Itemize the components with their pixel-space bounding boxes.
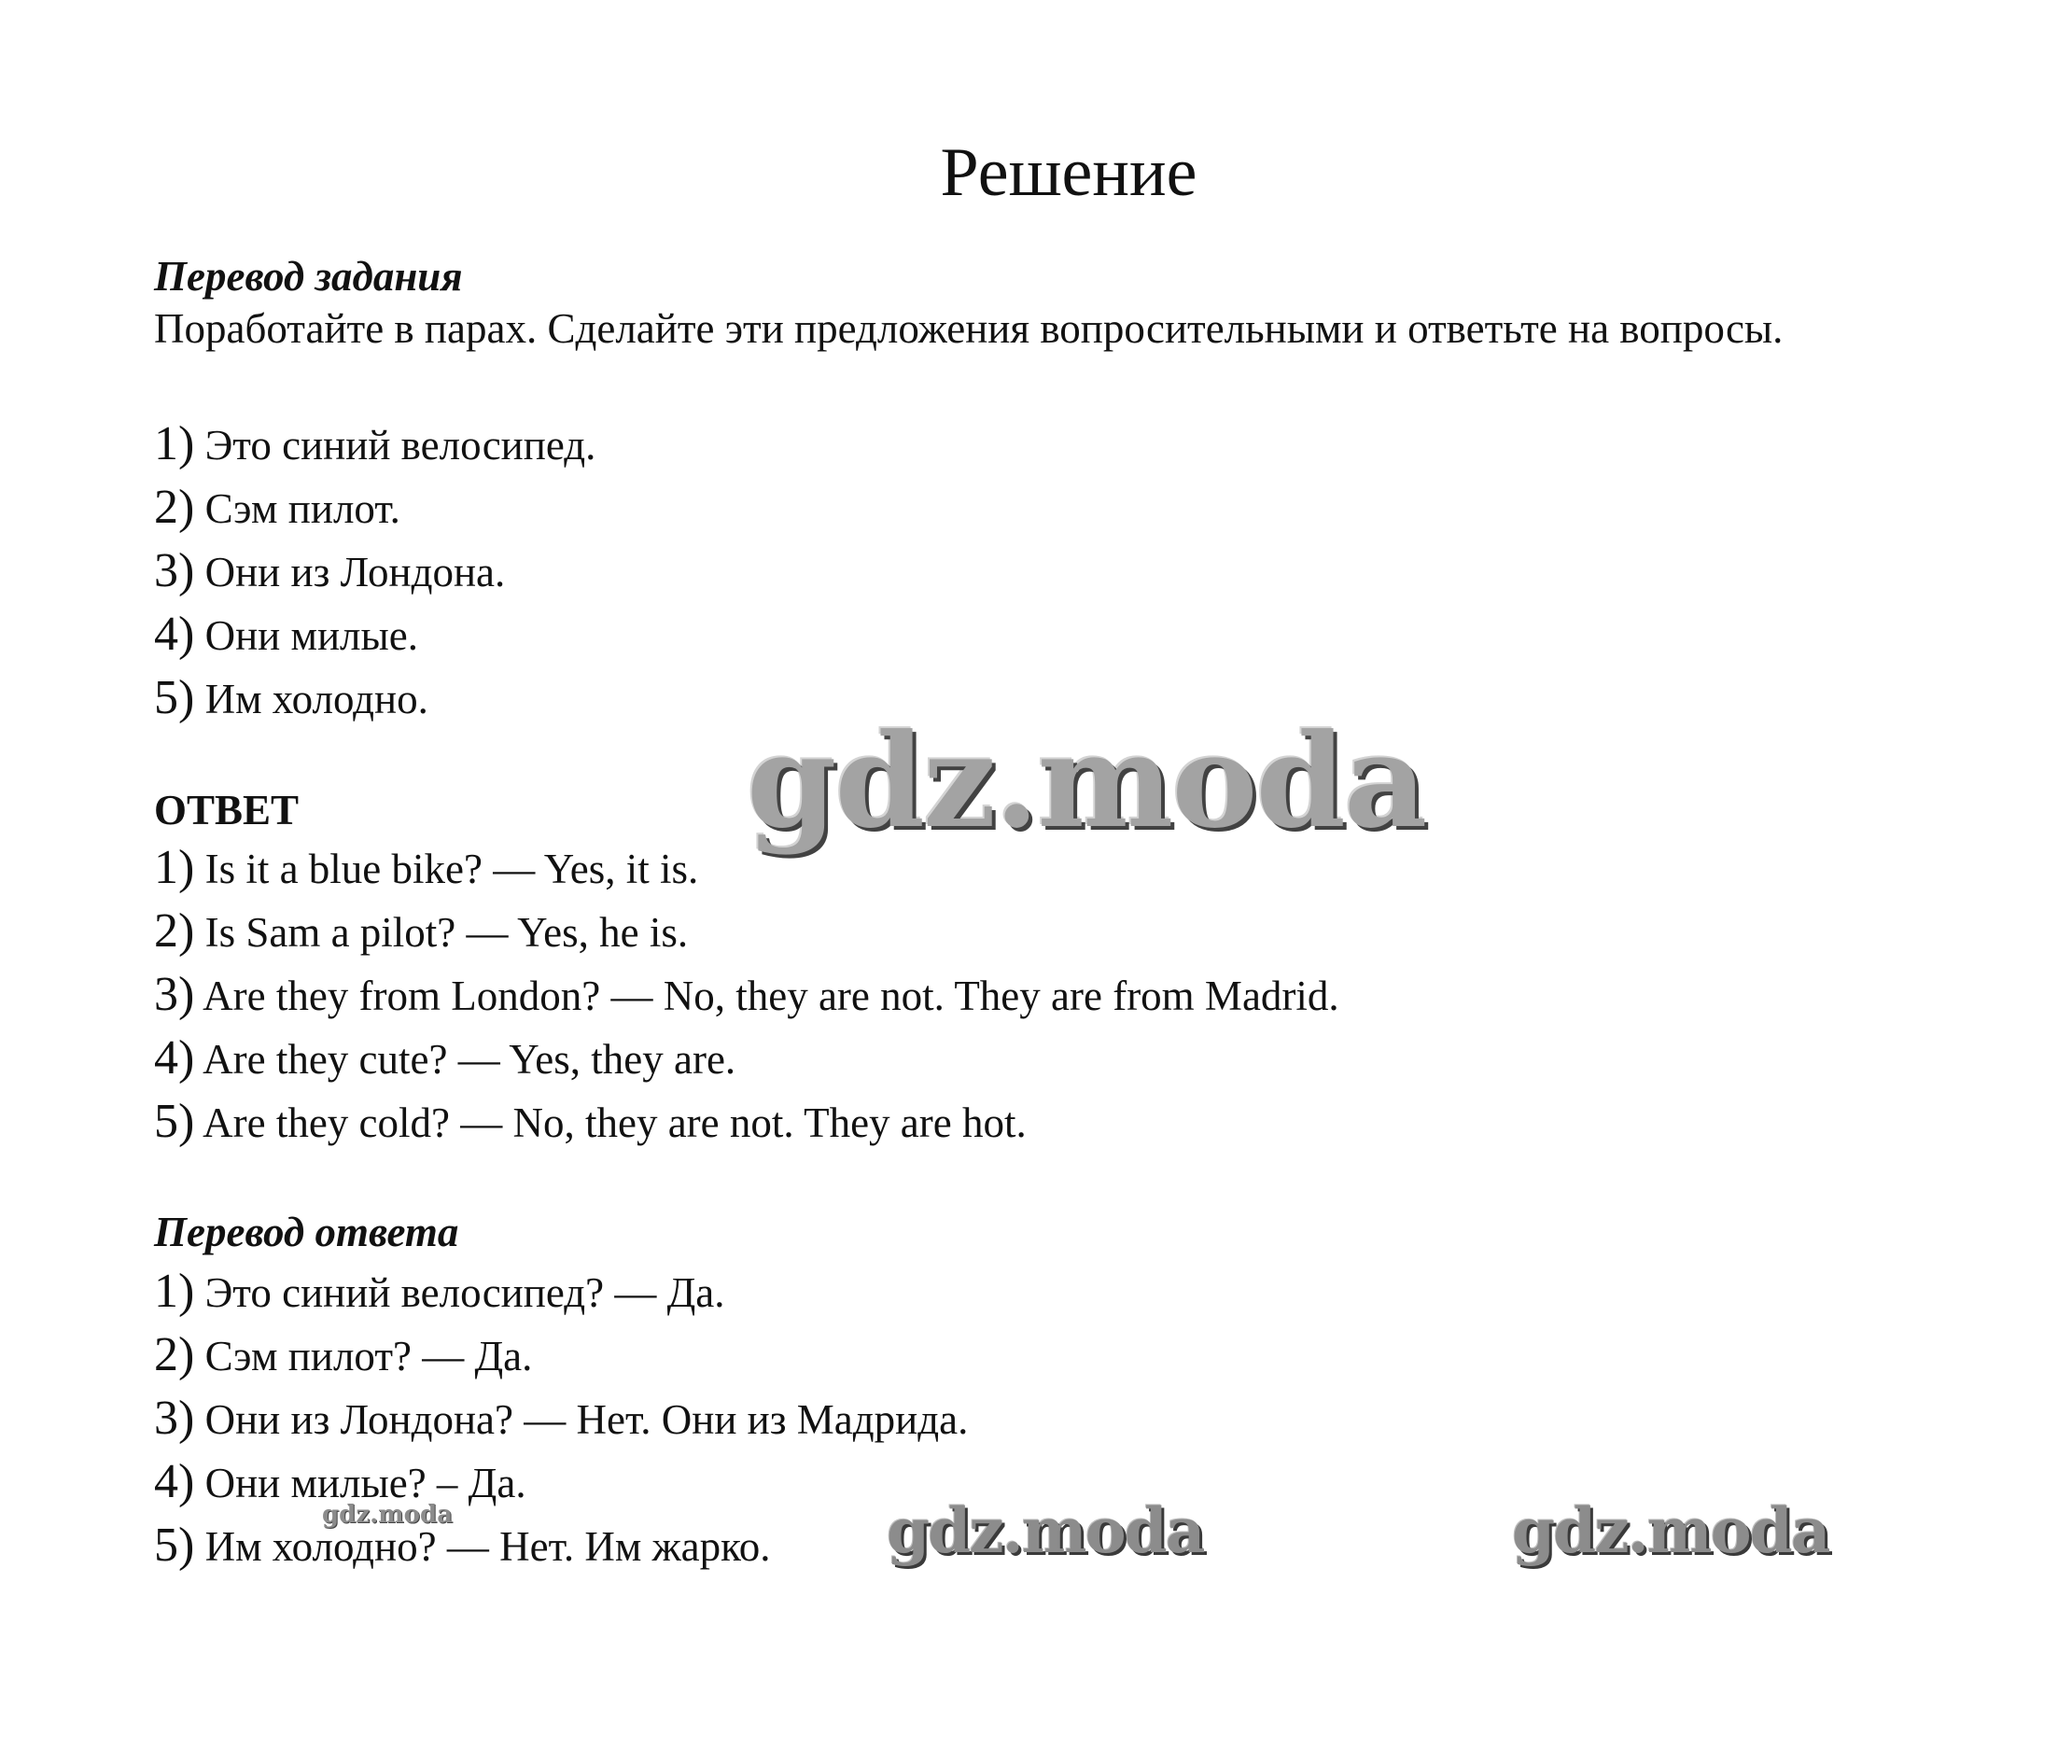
answer-item bbox=[154, 903, 688, 960]
watermark-large: gdz.moda bbox=[747, 705, 1426, 857]
task-item bbox=[154, 543, 505, 600]
task-item-text: Им холодно. bbox=[204, 676, 428, 722]
translation-item bbox=[154, 1327, 532, 1384]
answer-item-number: 1) bbox=[154, 841, 195, 894]
task-item bbox=[154, 480, 400, 537]
translation-item-number: 2) bbox=[154, 1328, 195, 1381]
answer-item-text: Are they cold? — No, they are not. They are hot. bbox=[203, 1099, 1027, 1146]
task-item bbox=[154, 607, 418, 664]
task-item-text: Сэм пилот. bbox=[204, 485, 400, 532]
translation-item bbox=[154, 1264, 725, 1321]
task-item-number: 3) bbox=[154, 544, 195, 597]
task-instruction: Поработайте в парах. Сделайте эти предложения вопросительными и ответьте на вопросы. bbox=[154, 305, 1784, 352]
task-item-number: 4) bbox=[154, 608, 195, 661]
task-item-number: 5) bbox=[154, 671, 195, 724]
answer-item bbox=[154, 967, 1339, 1024]
translation-item-text: Они из Лондона? — Нет. Они из Мадрида. bbox=[204, 1396, 969, 1443]
translation-item-number: 5) bbox=[154, 1519, 195, 1572]
answer-item bbox=[154, 840, 698, 897]
answer-item-number: 5) bbox=[154, 1095, 195, 1148]
task-item-number: 2) bbox=[154, 481, 195, 534]
translation-item-number: 3) bbox=[154, 1392, 195, 1445]
answer-item-text: Are they cute? — Yes, they are. bbox=[203, 1036, 736, 1083]
answer-translation-heading: Перевод ответа bbox=[154, 1209, 459, 1255]
task-item-number: 1) bbox=[154, 417, 195, 470]
answer-item-text: Is it a blue bike? — Yes, it is. bbox=[204, 846, 699, 892]
answer-item-number: 3) bbox=[154, 968, 195, 1021]
answer-item-text: Is Sam a pilot? — Yes, he is. bbox=[204, 909, 689, 956]
translation-item bbox=[154, 1391, 968, 1448]
answer-item-number: 2) bbox=[154, 904, 195, 958]
watermark-right: gdz.moda bbox=[1512, 1494, 1829, 1567]
answer-item bbox=[154, 1094, 1027, 1151]
task-item bbox=[154, 670, 428, 727]
answer-item bbox=[154, 1030, 735, 1087]
task-item bbox=[154, 416, 595, 473]
translation-item-text: Им холодно? — Нет. Им жарко. bbox=[204, 1523, 771, 1570]
watermark-middle: gdz.moda bbox=[887, 1494, 1204, 1567]
translation-item-text: Они милые? – Да. bbox=[204, 1460, 526, 1506]
task-item-text: Это синий велосипед. bbox=[204, 422, 596, 469]
answer-heading: ОТВЕТ bbox=[154, 787, 300, 833]
translation-item-number: 4) bbox=[154, 1455, 195, 1508]
translation-item bbox=[154, 1518, 770, 1575]
answer-item-number: 4) bbox=[154, 1031, 195, 1085]
task-translation-heading: Перевод задания bbox=[154, 253, 463, 300]
page-title: Решение bbox=[940, 134, 1197, 211]
translation-item-number: 1) bbox=[154, 1265, 195, 1318]
answer-item-text: Are they from London? — No, they are not. They are from Madrid. bbox=[203, 973, 1339, 1019]
task-item-text: Они из Лондона. bbox=[204, 549, 506, 595]
task-item-text: Они милые. bbox=[204, 612, 418, 659]
watermark-small: gdz.moda bbox=[322, 1501, 454, 1529]
translation-item-text: Это синий велосипед? — Да. bbox=[204, 1269, 725, 1316]
translation-item-text: Сэм пилот? — Да. bbox=[204, 1333, 533, 1379]
